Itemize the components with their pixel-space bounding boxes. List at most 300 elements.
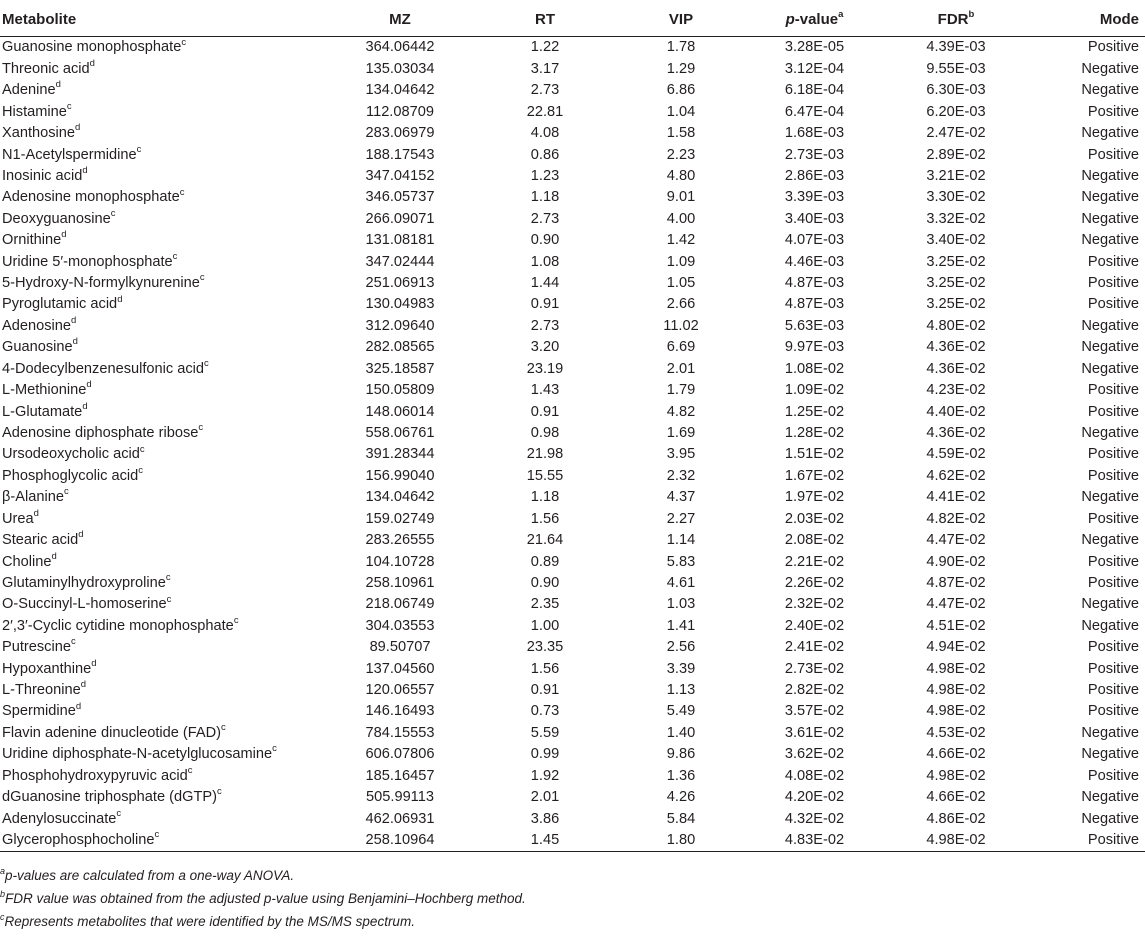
header-pvalue-rest: -value <box>794 10 839 28</box>
footnote-b <box>0 888 526 906</box>
metabolite-footnote-mark: d <box>80 679 86 691</box>
metabolite-name: Adenine <box>2 82 56 99</box>
cell-vip: 2.27 <box>666 510 696 527</box>
cell-mode: Positive <box>1087 467 1139 484</box>
metabolite-name: Ornithine <box>2 232 62 249</box>
cell-metabolite <box>0 701 330 722</box>
cell-fdr: 3.32E-02 <box>926 210 986 227</box>
cell-fdr: 3.25E-02 <box>926 296 986 313</box>
metabolite-name: Xanthosine <box>2 125 76 142</box>
metabolite-footnote-mark: c <box>221 722 226 734</box>
header-fdr-sup: b <box>968 8 975 20</box>
cell-mz: 120.06557 <box>365 682 435 699</box>
cell-mode: Negative <box>1081 532 1139 549</box>
cell-pvalue: 1.08E-02 <box>784 360 845 377</box>
cell-fdr: 4.66E-02 <box>926 789 986 806</box>
cell-mode: Negative <box>1081 596 1139 613</box>
cell-fdr: 9.55E-03 <box>926 60 986 77</box>
table-row <box>0 723 1145 744</box>
header-vip: VIP <box>620 2 742 37</box>
cell-mz: 135.03034 <box>365 60 435 77</box>
cell-mode: Negative <box>1081 317 1139 334</box>
table-row <box>0 680 1145 701</box>
metabolite-name: Phosphohydroxypyruvic acid <box>2 767 188 784</box>
metabolite-footnote-mark: d <box>89 57 95 69</box>
cell-mz: 134.04642 <box>365 489 435 506</box>
cell-mz: 218.06749 <box>365 596 435 613</box>
cell-metabolite <box>0 808 330 829</box>
cell-pvalue: 2.03E-02 <box>784 510 845 527</box>
cell-mz: 188.17543 <box>365 146 435 163</box>
header-metabolite: Metabolite <box>0 2 330 37</box>
cell-vip: 1.79 <box>666 382 696 399</box>
cell-metabolite <box>0 658 330 679</box>
metabolite-footnote-mark: c <box>181 36 187 48</box>
metabolite-name: Inosinic acid <box>2 167 83 184</box>
table-row <box>0 144 1145 165</box>
cell-mode: Positive <box>1087 767 1139 784</box>
cell-rt: 22.81 <box>526 103 564 120</box>
table-row <box>0 380 1145 401</box>
cell-rt: 1.22 <box>530 39 560 56</box>
cell-mz: 146.16493 <box>365 703 435 720</box>
metabolite-footnote-mark: d <box>33 507 39 519</box>
cell-metabolite <box>0 58 330 79</box>
header-fdr <box>887 2 1025 37</box>
cell-fdr: 4.39E-03 <box>926 39 986 56</box>
cell-metabolite <box>0 744 330 765</box>
cell-rt: 3.86 <box>530 810 560 827</box>
cell-pvalue: 3.62E-02 <box>784 746 845 763</box>
footnote-mark: a <box>0 865 6 876</box>
cell-mode: Positive <box>1087 146 1139 163</box>
cell-pvalue: 2.21E-02 <box>784 553 845 570</box>
cell-vip: 5.84 <box>666 810 696 827</box>
cell-mode: Positive <box>1087 296 1139 313</box>
cell-vip: 1.05 <box>666 275 696 292</box>
table-row <box>0 765 1145 786</box>
table-row <box>0 615 1145 636</box>
cell-vip: 9.86 <box>666 746 696 763</box>
metabolite-name: dGuanosine triphosphate (dGTP) <box>2 789 217 806</box>
cell-mz: 347.04152 <box>365 167 435 184</box>
cell-vip: 4.37 <box>666 489 696 506</box>
table-row <box>0 123 1145 144</box>
cell-rt: 23.19 <box>526 360 564 377</box>
metabolite-name: Hypoxanthine <box>2 660 92 677</box>
table-row <box>0 358 1145 379</box>
cell-metabolite <box>0 294 330 315</box>
cell-pvalue: 3.39E-03 <box>784 189 845 206</box>
cell-mz: 104.10728 <box>365 553 435 570</box>
cell-mz: 150.05809 <box>365 382 435 399</box>
cell-rt: 0.86 <box>530 146 560 163</box>
cell-fdr: 3.30E-02 <box>926 189 986 206</box>
cell-mz: 462.06931 <box>365 810 435 827</box>
cell-metabolite <box>0 123 330 144</box>
cell-fdr: 3.40E-02 <box>926 232 986 249</box>
cell-metabolite <box>0 337 330 358</box>
cell-pvalue: 4.20E-02 <box>784 789 845 806</box>
cell-mz: 258.10964 <box>330 830 470 852</box>
cell-rt: 0.90 <box>530 574 560 591</box>
cell-pvalue: 5.63E-03 <box>784 317 845 334</box>
cell-fdr: 4.80E-02 <box>926 317 986 334</box>
cell-mode: Positive <box>1087 703 1139 720</box>
cell-rt: 0.98 <box>530 425 560 441</box>
cell-mode: Positive <box>1087 639 1139 656</box>
cell-mz: 784.15553 <box>365 724 435 741</box>
metabolite-footnote-mark: d <box>51 550 57 562</box>
cell-metabolite <box>0 380 330 401</box>
cell-metabolite <box>0 573 330 594</box>
metabolite-footnote-mark: c <box>63 486 69 498</box>
cell-pvalue: 4.83E-02 <box>742 830 887 852</box>
cell-metabolite <box>0 144 330 165</box>
metabolite-name: 4-Dodecylbenzenesulfonic acid <box>2 360 205 377</box>
cell-metabolite <box>0 315 330 336</box>
cell-pvalue: 2.32E-02 <box>784 596 845 613</box>
metabolite-footnote-mark: c <box>138 464 144 476</box>
header-mz: MZ <box>330 2 470 37</box>
cell-mz: 258.10961 <box>365 574 435 591</box>
cell-mz: 185.16457 <box>365 767 435 784</box>
metabolite-footnote-mark: c <box>172 250 178 262</box>
cell-mode: Positive <box>1087 103 1139 120</box>
metabolite-footnote-mark: d <box>78 529 84 541</box>
cell-metabolite <box>0 401 330 422</box>
cell-mode: Positive <box>1087 253 1139 270</box>
cell-rt: 1.43 <box>530 382 560 399</box>
cell-mz: 505.99113 <box>366 789 434 806</box>
cell-mode: Negative <box>1081 724 1139 741</box>
cell-fdr: 6.20E-03 <box>926 103 986 120</box>
cell-fdr: 4.86E-02 <box>926 810 986 827</box>
cell-pvalue: 1.25E-02 <box>784 403 845 420</box>
cell-fdr: 4.41E-02 <box>926 489 986 506</box>
cell-vip: 9.01 <box>666 189 696 206</box>
cell-metabolite <box>0 765 330 786</box>
cell-mz: 130.04983 <box>365 296 435 313</box>
cell-mz: 131.08181 <box>365 232 435 249</box>
cell-fdr: 4.66E-02 <box>926 746 986 763</box>
header-pvalue <box>742 2 887 37</box>
cell-fdr: 4.98E-02 <box>926 682 986 699</box>
cell-vip: 11.02 <box>663 317 699 334</box>
cell-vip: 3.39 <box>666 660 696 677</box>
metabolite-name: Flavin adenine dinucleotide (FAD) <box>2 724 222 741</box>
cell-fdr: 4.87E-02 <box>926 574 986 591</box>
cell-mode: Negative <box>1081 167 1139 184</box>
cell-mode: Negative <box>1081 189 1139 206</box>
table-row <box>0 166 1145 187</box>
cell-fdr: 6.30E-03 <box>926 82 986 99</box>
cell-fdr: 3.25E-02 <box>926 253 986 270</box>
cell-mode: Positive <box>1087 446 1139 463</box>
cell-pvalue: 2.41E-02 <box>784 639 845 656</box>
cell-metabolite <box>0 551 330 572</box>
cell-mode: Negative <box>1081 339 1139 356</box>
metabolite-footnote-mark: c <box>204 357 209 369</box>
cell-rt: 1.00 <box>530 617 560 634</box>
cell-pvalue: 1.51E-02 <box>784 446 845 463</box>
cell-fdr: 4.98E-02 <box>926 660 986 677</box>
cell-vip: 1.69 <box>666 425 696 441</box>
cell-vip: 5.49 <box>666 703 696 720</box>
metabolite-name: L-Threonine <box>2 682 81 699</box>
cell-fdr: 2.47E-02 <box>926 125 986 142</box>
metabolite-name: Choline <box>2 553 52 570</box>
cell-metabolite <box>0 37 330 59</box>
metabolite-name: Glutaminylhydroxyproline <box>2 574 166 591</box>
metabolite-name: Guanosine monophosphate <box>2 39 182 56</box>
header-row <box>0 2 1145 37</box>
table-row <box>0 808 1145 829</box>
cell-rt: 1.56 <box>530 660 560 677</box>
metabolite-footnote-mark: d <box>75 700 82 712</box>
cell-mz: 89.50707 <box>369 639 431 656</box>
footnote-mark: b <box>0 888 6 899</box>
metabolite-footnote-mark: c <box>154 829 160 841</box>
table-row <box>0 251 1145 272</box>
cell-mode: Negative <box>1081 360 1139 377</box>
cell-rt: 2.73 <box>530 82 560 99</box>
cell-metabolite <box>0 444 330 465</box>
footnote-text: p-values are calculated from a one-way ANOVA. <box>5 868 295 883</box>
table-row <box>0 208 1145 229</box>
metabolite-footnote-mark: c <box>179 186 185 198</box>
cell-rt: 3.20 <box>530 339 560 356</box>
cell-rt: 21.98 <box>526 446 564 463</box>
cell-rt: 0.91 <box>530 682 560 699</box>
metabolite-name: Adenosine <box>2 317 71 334</box>
metabolite-name: Urea <box>2 510 34 527</box>
cell-mode: Positive <box>1087 39 1139 56</box>
metabolite-name: Pyroglutamic acid <box>2 296 118 313</box>
cell-mode: Positive <box>1025 830 1145 852</box>
metabolite-footnote-mark: d <box>86 379 92 391</box>
table-row <box>0 508 1145 529</box>
header-fdr-label: FDR <box>937 10 969 28</box>
cell-mode: Negative <box>1081 489 1139 506</box>
cell-mz: 312.09640 <box>365 317 435 334</box>
cell-metabolite <box>0 423 330 444</box>
table-body <box>0 37 1145 852</box>
cell-vip: 1.13 <box>666 682 696 699</box>
table-row <box>0 58 1145 79</box>
cell-vip: 4.26 <box>666 789 696 806</box>
cell-vip: 1.41 <box>666 617 696 634</box>
metabolite-table <box>0 2 1145 852</box>
metabolite-footnote-mark: d <box>75 122 81 134</box>
cell-metabolite <box>0 637 330 658</box>
metabolite-name: Uridine 5′-monophosphate <box>2 253 173 270</box>
table-row <box>0 401 1145 422</box>
metabolite-footnote-mark: c <box>166 593 172 605</box>
metabolite-name: Adenylosuccinate <box>2 810 117 827</box>
metabolite-name: Uridine diphosphate-N-acetylglucosamine <box>2 746 273 763</box>
cell-pvalue: 2.26E-02 <box>784 574 845 591</box>
cell-pvalue: 3.12E-04 <box>784 60 845 77</box>
cell-mz: 606.07806 <box>365 746 435 763</box>
cell-fdr: 4.36E-02 <box>926 425 986 441</box>
cell-mz: 266.09071 <box>365 210 435 227</box>
cell-fdr: 4.82E-02 <box>926 510 986 527</box>
cell-pvalue: 3.40E-03 <box>784 210 845 227</box>
metabolite-name: L-Methionine <box>2 382 87 399</box>
cell-rt: 1.45 <box>470 830 620 852</box>
cell-vip: 4.00 <box>666 210 696 227</box>
cell-mode: Negative <box>1081 789 1139 806</box>
metabolite-footnote-mark: c <box>216 786 222 798</box>
cell-fdr: 3.21E-02 <box>926 167 986 184</box>
metabolite-name: Stearic acid <box>2 532 79 549</box>
metabolite-name: 5-Hydroxy-N-formylkynurenine <box>2 275 200 292</box>
cell-mz: 325.18587 <box>365 360 435 377</box>
footnote-a <box>0 865 295 883</box>
cell-rt: 1.18 <box>530 489 560 506</box>
cell-fdr: 4.47E-02 <box>926 596 986 613</box>
metabolite-footnote-mark: d <box>82 165 88 177</box>
cell-rt: 2.35 <box>530 596 560 613</box>
cell-rt: 5.59 <box>530 724 560 741</box>
metabolite-footnote-mark: c <box>70 636 76 648</box>
cell-pvalue: 2.82E-02 <box>784 682 845 699</box>
cell-rt: 15.55 <box>526 467 564 484</box>
cell-fdr: 4.90E-02 <box>926 553 986 570</box>
cell-pvalue: 2.73E-03 <box>784 146 845 163</box>
metabolite-name: Histamine <box>2 103 67 120</box>
table-row <box>0 594 1145 615</box>
cell-metabolite <box>0 358 330 379</box>
cell-mz: 346.05737 <box>365 189 435 206</box>
cell-vip: 1.29 <box>666 60 696 77</box>
cell-fdr: 4.94E-02 <box>926 639 986 656</box>
table-header <box>0 2 1145 37</box>
footnote-text: Represents metabolites that were identified by the MS/MS spectrum. <box>4 914 415 929</box>
cell-mz: 148.06014 <box>365 403 435 420</box>
cell-mode: Negative <box>1081 810 1139 827</box>
cell-mz: 283.26555 <box>365 532 435 549</box>
metabolite-name: Adenosine monophosphate <box>2 189 180 206</box>
cell-pvalue: 1.97E-02 <box>784 489 845 506</box>
cell-vip: 1.58 <box>666 125 696 142</box>
metabolite-footnote-mark: c <box>272 743 277 755</box>
cell-vip: 2.01 <box>666 360 696 377</box>
cell-vip: 1.40 <box>666 724 696 741</box>
metabolite-name: Guanosine <box>2 339 73 356</box>
cell-pvalue: 3.61E-02 <box>784 724 845 741</box>
cell-rt: 1.18 <box>530 189 560 206</box>
cell-vip: 1.03 <box>666 596 696 613</box>
metabolite-footnote-mark: c <box>233 614 239 626</box>
cell-fdr: 3.25E-02 <box>926 275 986 292</box>
cell-vip: 1.04 <box>666 103 696 120</box>
cell-rt: 21.64 <box>526 532 564 549</box>
cell-metabolite <box>0 594 330 615</box>
cell-pvalue: 4.87E-03 <box>784 275 845 292</box>
cell-pvalue: 1.68E-03 <box>784 125 845 142</box>
cell-rt: 0.91 <box>530 403 560 420</box>
table-row <box>0 530 1145 551</box>
cell-pvalue: 1.28E-02 <box>784 425 845 441</box>
cell-fdr: 4.51E-02 <box>926 617 986 634</box>
cell-rt: 4.08 <box>530 125 560 142</box>
cell-fdr: 2.89E-02 <box>926 146 986 163</box>
metabolite-name: 2′,3′-Cyclic cytidine monophosphate <box>2 617 234 634</box>
metabolite-name: Adenosine diphosphate ribose <box>2 425 199 441</box>
metabolite-footnote-mark: d <box>70 315 77 327</box>
cell-vip: 4.80 <box>666 167 696 184</box>
metabolite-name: O-Succinyl-L-homoserine <box>2 596 167 613</box>
cell-mode: Negative <box>1081 425 1139 441</box>
cell-rt: 3.17 <box>530 60 560 77</box>
metabolite-footnote-mark: c <box>187 764 193 776</box>
table-row <box>0 337 1145 358</box>
cell-mz: 156.99040 <box>365 467 435 484</box>
cell-pvalue: 3.57E-02 <box>784 703 845 720</box>
metabolite-name: Putrescine <box>2 639 71 656</box>
table-row <box>0 230 1145 251</box>
cell-vip: 5.83 <box>666 553 696 570</box>
cell-metabolite <box>0 251 330 272</box>
metabolite-footnote-mark: c <box>66 100 72 112</box>
cell-pvalue: 2.08E-02 <box>784 532 845 549</box>
cell-metabolite <box>0 787 330 808</box>
header-rt: RT <box>470 2 620 37</box>
table-row <box>0 444 1145 465</box>
cell-fdr: 4.59E-02 <box>926 446 986 463</box>
cell-rt: 0.73 <box>530 703 560 720</box>
cell-fdr: 4.47E-02 <box>926 532 986 549</box>
cell-vip: 1.78 <box>666 39 696 56</box>
metabolite-footnote-mark: c <box>199 272 205 284</box>
table-row <box>0 187 1145 208</box>
cell-vip: 2.32 <box>666 467 696 484</box>
cell-mode: Negative <box>1081 210 1139 227</box>
cell-metabolite <box>0 187 330 208</box>
cell-mode: Negative <box>1081 82 1139 99</box>
footnote-c <box>0 911 415 929</box>
table-row <box>0 465 1145 486</box>
cell-vip: 6.86 <box>666 82 696 99</box>
table-row <box>0 637 1145 658</box>
cell-vip: 3.95 <box>666 446 696 463</box>
cell-rt: 2.73 <box>530 317 560 334</box>
cell-mode: Positive <box>1087 660 1139 677</box>
cell-rt: 2.01 <box>530 789 560 806</box>
metabolite-name: β-Alanine <box>2 489 64 506</box>
cell-mz: 137.04560 <box>365 660 435 677</box>
cell-mz: 134.04642 <box>365 82 435 99</box>
cell-rt: 0.99 <box>530 746 560 763</box>
cell-fdr: 4.98E-02 <box>887 830 1025 852</box>
cell-pvalue: 2.86E-03 <box>784 167 845 184</box>
metabolite-footnote-mark: c <box>139 443 145 455</box>
metabolite-footnote-mark: d <box>82 400 88 412</box>
metabolite-name: Phosphoglycolic acid <box>2 467 139 484</box>
cell-metabolite <box>0 230 330 251</box>
cell-vip: 1.42 <box>666 232 696 249</box>
metabolite-footnote-mark: d <box>61 229 67 241</box>
cell-pvalue: 3.28E-05 <box>784 39 845 56</box>
metabolite-footnote-mark: c <box>110 207 116 219</box>
cell-pvalue: 4.32E-02 <box>784 810 845 827</box>
cell-mz: 251.06913 <box>365 275 435 292</box>
cell-metabolite <box>0 680 330 701</box>
cell-mode: Positive <box>1087 382 1139 399</box>
cell-vip: 2.56 <box>666 639 696 656</box>
